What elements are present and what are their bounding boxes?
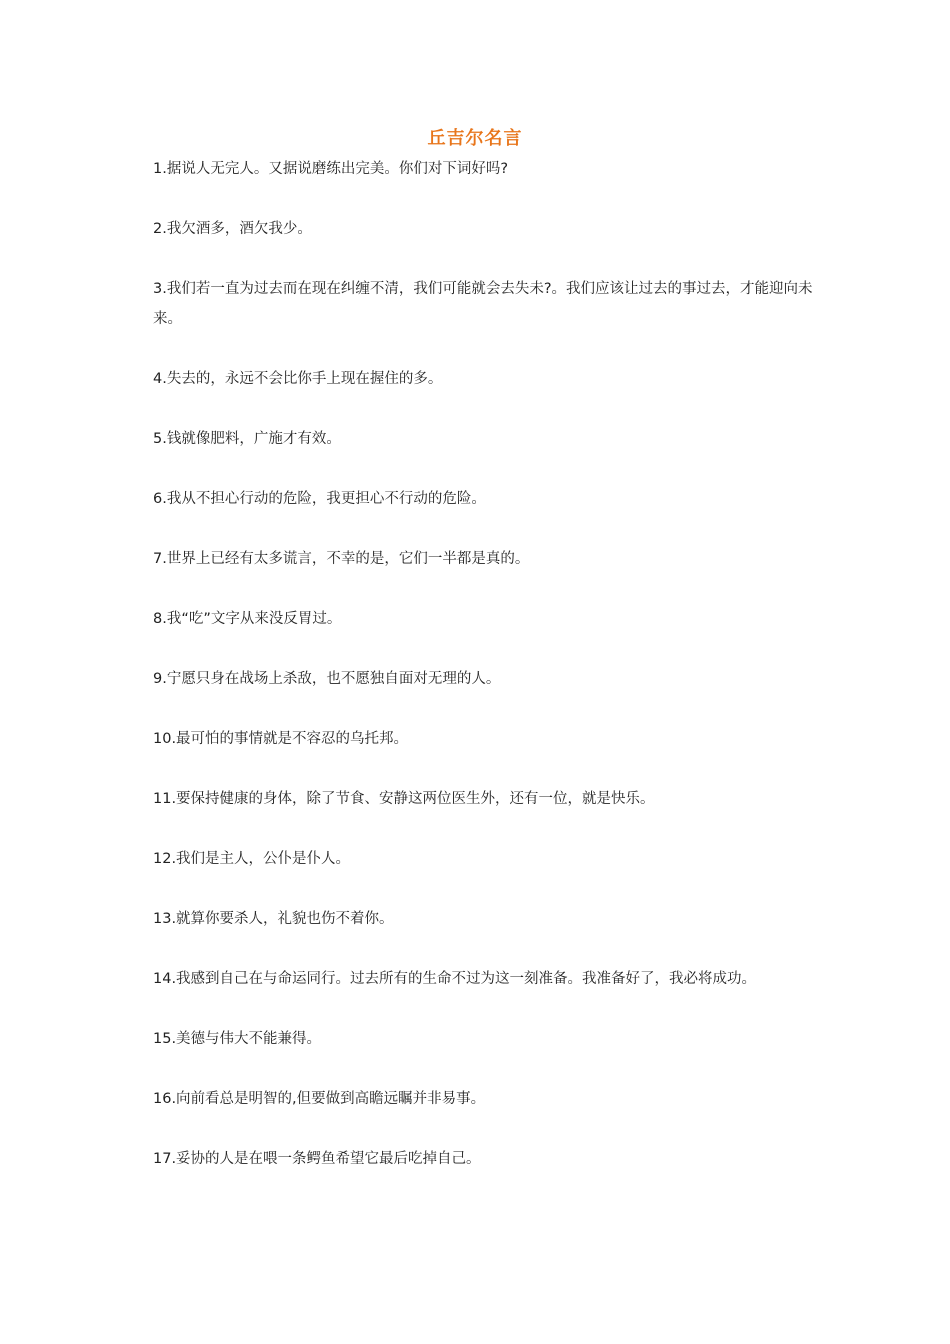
quote-item: 12.我们是主人，公仆是仆人。 xyxy=(153,851,351,867)
quote-item: 1.据说人无完人。又据说磨练出完美。你们对下词好吗? xyxy=(153,161,509,177)
quote-item: 17.妥协的人是在喂一条鳄鱼希望它最后吃掉自己。 xyxy=(153,1151,481,1167)
quote-item: 3.我们若一直为过去而在现在纠缠不清，我们可能就会去失未?。我们应该让过去的事过去，才能迎向未来。 xyxy=(153,281,813,327)
quote-item: 11.要保持健康的身体，除了节食、安静这两位医生外，还有一位，就是快乐。 xyxy=(153,791,655,807)
quote-item: 16.向前看总是明智的,但要做到高瞻远瞩并非易事。 xyxy=(153,1091,486,1107)
quote-item: 10.最可怕的事情就是不容忍的乌托邦。 xyxy=(153,731,409,747)
quote-item: 2.我欠酒多，酒欠我少。 xyxy=(153,221,312,237)
quote-item: 7.世界上已经有太多谎言，不幸的是，它们一半都是真的。 xyxy=(153,551,530,567)
quote-item: 14.我感到自己在与命运同行。过去所有的生命不过为这一刻准备。我准备好了，我必将成功。 xyxy=(153,971,757,987)
quote-item: 4.失去的，永远不会比你手上现在握住的多。 xyxy=(153,371,443,387)
quote-item: 13.就算你要杀人，礼貌也伤不着你。 xyxy=(153,911,394,927)
quote-item: 8.我“吃”文字从来没反胃过。 xyxy=(153,611,342,627)
quote-list xyxy=(153,154,813,1204)
document-title: 丘吉尔名言 xyxy=(427,128,523,149)
quote-item: 6.我从不担心行动的危险，我更担心不行动的危险。 xyxy=(153,491,486,507)
quote-item: 15.美德与伟大不能兼得。 xyxy=(153,1031,322,1047)
quote-item: 9.宁愿只身在战场上杀敌，也不愿独自面对无理的人。 xyxy=(153,671,501,687)
quote-item: 5.钱就像肥料，广施才有效。 xyxy=(153,431,341,447)
